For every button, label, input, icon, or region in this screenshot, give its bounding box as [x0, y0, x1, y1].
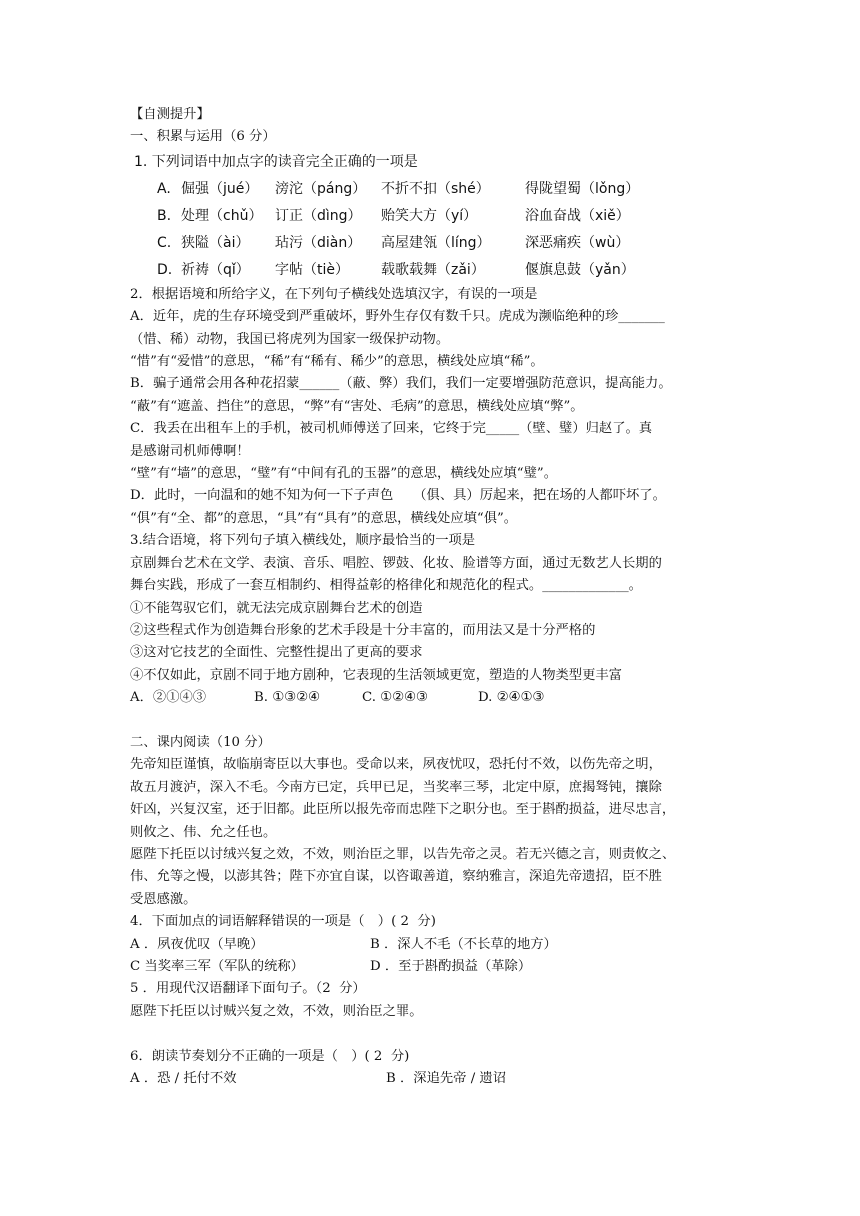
question-4-option-c: C 当奖率三军（军队的统称）	[130, 958, 304, 974]
question-5-text: 愿陛下托臣以讨贼兴复之效，不效，则治臣之罪。	[130, 1003, 423, 1019]
question-2-line: （惜、稀）动物，我国已将虎列为国家一级保护动物。	[130, 331, 450, 347]
question-4-options-row	[130, 934, 742, 956]
question-4-option-b: B ．深人不毛（不长草的地方）	[370, 936, 557, 952]
question-3-line: ①不能驾驭它们，就无法完成京剧舞台艺术的创造	[130, 600, 423, 616]
question-6	[130, 1046, 742, 1091]
question-2	[130, 284, 742, 530]
question-3-option-b: B. ①③②④	[254, 690, 320, 706]
question-2-line: “俱”有“全、都”的意思，“具”有“具有”的意思，横线处应填“俱”。	[130, 510, 518, 526]
section-header: 【自测提升】	[130, 107, 210, 122]
question-6-option-b: B ．深追先帝 / 遗诏	[386, 1071, 507, 1086]
question-5	[130, 978, 742, 1023]
option-label: C.	[157, 234, 172, 251]
question-1	[130, 149, 742, 284]
option-word: 滂沱（páng）	[275, 180, 367, 197]
option-word: 贻笑大方（yí）	[381, 207, 478, 224]
option-label: A.	[157, 180, 171, 197]
question-1-option-d	[130, 257, 742, 284]
option-word: 偃旗息鼓（yǎn）	[525, 261, 635, 278]
option-word: 浴血奋战（xiě）	[525, 207, 630, 224]
question-3-option-d: D. ②④①③	[478, 690, 545, 706]
question-4-option-a: A ．夙夜优叹（早晚）	[130, 936, 264, 952]
section2-title: 二、课内阅读（10 分）	[130, 734, 271, 750]
passage-line: 受恩感激。	[130, 891, 197, 907]
question-3-line: 舞台实践，形成了一套互相制约、相得益彰的格律化和规范化的程式。_____________。	[130, 578, 642, 594]
option-word: 得陇望蜀（lǒng）	[525, 180, 640, 197]
section1-title: 一、积累与运用（6 分）	[130, 129, 276, 145]
option-word: 深恶痛疾（wù）	[525, 234, 630, 251]
option-word: 玷污（diàn）	[275, 234, 362, 251]
option-label: B.	[157, 207, 172, 224]
reading-passage	[130, 754, 742, 911]
option-word: 高屋建瓴（líng）	[381, 234, 491, 251]
question-5-title: 5 ．用现代汉语翻译下面句子。（2 分）	[130, 981, 366, 997]
question-3	[130, 530, 742, 709]
spacer	[130, 710, 742, 732]
question-3-option-c: C. ①②④③	[362, 690, 428, 706]
question-6-title: 6．朗读节奏划分不正确的一项是（ ）( 2 分)	[130, 1048, 410, 1064]
passage-line: 则攸之、伟、允之任也。	[130, 824, 277, 840]
option-word: 字帖（tiè）	[275, 261, 349, 278]
question-4	[130, 911, 742, 978]
question-1-title: 1. 下列词语中加点字的读音完全正确的一项是	[134, 153, 418, 170]
question-3-line: ④不仅如此，京剧不同于地方剧种，它表现的生活领域更宽，塑造的人物类型更丰富	[130, 667, 622, 683]
question-6-options	[130, 1068, 742, 1090]
question-2-line: D．此时，一向温和的她不知为何一下子声色 （俱、具）厉起来，把在场的人都吓坏了。	[130, 488, 666, 504]
passage-line: 奸凶，兴复汉室，还于旧都。此臣所以报先帝而忠陛下之职分也。至于斟酌损益，进尽忠言，	[130, 802, 676, 818]
question-2-line: A．近年，虎的生存环境受到严重破坏，野外生存仅有数千只。虎成为濒临绝种的珍_______	[130, 309, 665, 325]
passage-line: 愿陛下托臣以讨绒兴复之效，不效，则治臣之罪，以告先帝之灵。若无兴德之言，则责攸之、	[130, 846, 676, 862]
question-2-line: B．骗子通常会用各种花招蒙______（蔽、弊）我们，我们一定要增强防范意识，提高能力。	[130, 376, 672, 392]
question-2-line: “惜”有“爱惜”的意思，“稀”有“稀有、稀少”的意思，横线处应填“稀”。	[130, 354, 544, 370]
option-word: 载歌载舞（zǎi）	[381, 261, 485, 278]
question-2-line: 2．根据语境和所给字义，在下列句子横线处选填汉字，有误的一项是	[130, 286, 538, 302]
passage-line: 伟、允等之慢，以澎其咎；陛下亦宜自谋，以咨诹善道，察纳雅言，深追先帝遗招，臣不胜	[130, 869, 662, 885]
option-word: 订正（dìng）	[275, 207, 362, 224]
passage-line: 先帝知臣谨慎，故临崩寄臣以大事也。受命以来，夙夜忧叹，恐托付不效，以伤先帝之明，	[130, 757, 662, 773]
option-word: 祈祷（qǐ）	[181, 261, 250, 278]
option-word: 处理（chǔ）	[181, 207, 263, 224]
question-3-line: ②这些程式作为创造舞台形象的艺术手段是十分丰富的，而用法又是十分严格的	[130, 622, 596, 638]
question-3-option-a: A．②①④③	[130, 690, 207, 706]
question-1-option-a	[130, 176, 742, 203]
option-word: 倔强（jué）	[181, 180, 259, 197]
question-1-option-b	[130, 203, 742, 230]
question-4-options-row	[130, 956, 742, 978]
question-2-line: C．我丢在出租车上的手机，被司机师傅送了回来，它终于完_____（壁、璧）归赵了。真	[130, 421, 653, 437]
question-4-option-d: D ．至于斟酌损益（革除）	[370, 958, 532, 974]
option-word: 狭隘（ài）	[181, 234, 250, 251]
question-4-title: 4．下面加点的词语解释错误的一项是（ ）( 2 分)	[130, 914, 436, 930]
spacer	[130, 1023, 742, 1045]
question-1-option-c	[130, 230, 742, 257]
question-3-line: 京剧舞台艺术在文学、表演、音乐、唱腔、锣鼓、化妆、脸谱等方面，通过无数艺人长期的	[130, 555, 662, 571]
passage-line: 故五月渡泸，深入不毛。今南方已定，兵甲已足，当奖率三琴，北定中原，庶揭驽钝，攘除	[130, 779, 662, 795]
question-2-line: “壁”有“墙”的意思，“璧”有“中间有孔的玉器”的意思，横线处应填“璧”。	[130, 466, 557, 482]
option-label: D.	[157, 261, 173, 278]
document-page	[130, 104, 742, 1090]
question-3-line: ③这对它技艺的全面性、完整性提出了更高的要求	[130, 645, 423, 661]
option-word: 不折不扣（shé）	[381, 180, 490, 197]
question-6-option-a: A ．恐 / 托付不效	[130, 1071, 237, 1086]
question-2-line: “蔽”有“遮盖、挡住”的意思，“弊”有“害处、毛病”的意思，横线处应填“弊”。	[130, 398, 584, 414]
question-2-line: 是感谢司机师傅啊！	[130, 443, 250, 459]
question-3-line: 3.结合语境，将下列句子填入横线处，顺序最恰当的一项是	[130, 533, 476, 549]
question-3-options	[130, 687, 742, 709]
